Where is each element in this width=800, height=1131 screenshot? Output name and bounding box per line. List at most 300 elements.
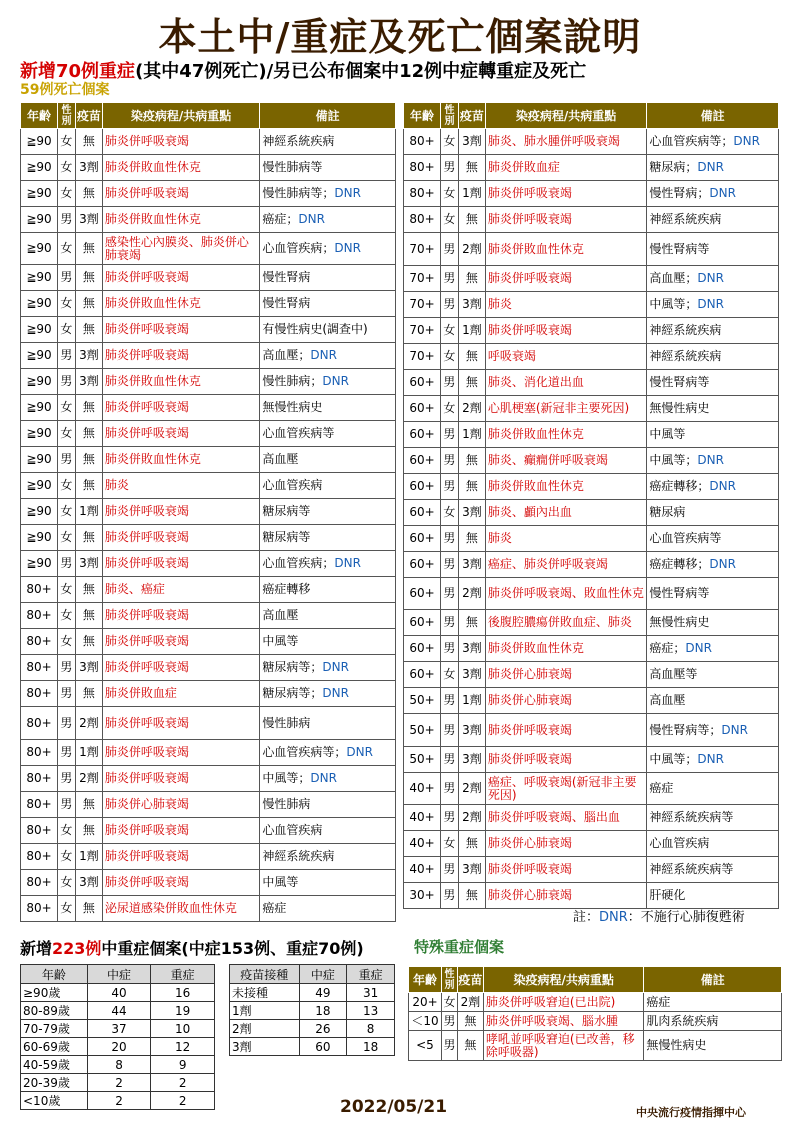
case-vaccine: 1劑 — [458, 181, 485, 207]
case-note — [647, 636, 779, 662]
col-header-age: 年齡 — [21, 103, 58, 129]
col-header-sex: 性別 — [57, 103, 75, 129]
case-course: 肺炎、癌症 — [102, 577, 260, 603]
footnote-dnr: DNR — [599, 910, 628, 925]
case-note — [647, 422, 779, 448]
case-age: 40+ — [404, 831, 441, 857]
case-sex: 女 — [57, 317, 75, 343]
case-age: 50+ — [404, 714, 441, 747]
case-note-text: 高血壓； — [262, 348, 311, 362]
case-sex: 女 — [440, 344, 458, 370]
case-note — [647, 805, 779, 831]
case-note — [647, 155, 779, 181]
case-sex: 男 — [440, 610, 458, 636]
case-note — [260, 129, 396, 155]
case-note-text: 慢性腎病； — [649, 186, 710, 200]
case-course: 肺炎併呼吸衰竭 — [102, 499, 260, 525]
vaccine-stats-table — [229, 964, 395, 1056]
case-age: 60+ — [404, 500, 441, 526]
case-course: 感染性心內膜炎、肺炎併心肺衰竭 — [102, 233, 260, 265]
case-row — [404, 883, 779, 909]
case-course: 肺炎併呼吸衰竭 — [102, 343, 260, 369]
case-note — [647, 318, 779, 344]
case-course: 癌症、肺炎併呼吸衰竭 — [485, 552, 646, 578]
case-course: 肺炎併呼吸衰竭 — [485, 747, 646, 773]
case-age: 60+ — [404, 448, 441, 474]
case-note-dnr: DNR — [709, 557, 736, 571]
case-row — [21, 447, 396, 473]
case-sex: 女 — [57, 395, 75, 421]
case-sex: 男 — [57, 707, 75, 740]
case-sex: 男 — [440, 233, 458, 266]
case-note-text: 中風等 — [649, 427, 686, 441]
case-vaccine: 無 — [458, 155, 485, 181]
col-header-course: 染疫病程/共病重點 — [485, 103, 646, 129]
case-vaccine: 無 — [75, 525, 102, 551]
case-sex: 女 — [57, 421, 75, 447]
case-vaccine: 無 — [75, 181, 102, 207]
case-course: 肺炎併心肺衰竭 — [102, 792, 260, 818]
case-sex: 女 — [57, 525, 75, 551]
case-note-dnr: DNR — [322, 374, 349, 388]
case-sex: 男 — [57, 369, 75, 395]
case-course: 泌尿道感染併敗血性休克 — [102, 896, 260, 922]
case-age: ≧90 — [21, 369, 58, 395]
case-note-dnr: DNR — [697, 453, 724, 467]
case-sex: 女 — [57, 818, 75, 844]
case-course: 肺炎併呼吸衰竭 — [485, 207, 646, 233]
stat-severe: 9 — [151, 1056, 215, 1074]
case-note-text: 神經系統疾病等 — [649, 810, 734, 824]
stat-severe: 12 — [151, 1038, 215, 1056]
case-age: 80+ — [404, 129, 441, 155]
case-course: 肺炎併敗血性休克 — [102, 291, 260, 317]
case-course: 肺炎併敗血症 — [102, 681, 260, 707]
case-note-dnr: DNR — [721, 722, 748, 737]
case-sex: 男 — [440, 474, 458, 500]
case-course: 肺炎併呼吸衰竭 — [485, 181, 646, 207]
case-row — [21, 473, 396, 499]
col-header-note: 備註 — [647, 103, 779, 129]
stat-row — [230, 1020, 395, 1038]
case-note — [647, 370, 779, 396]
case-note-text: 慢性肺病等； — [262, 186, 335, 200]
special-sex: 男 — [441, 1012, 457, 1031]
case-age: ≧90 — [21, 233, 58, 265]
case-note — [260, 844, 396, 870]
case-age: 80+ — [21, 707, 58, 740]
case-course: 後腹腔膿瘍併敗血症、肺炎 — [485, 610, 646, 636]
col-header-note: 備註 — [260, 103, 396, 129]
case-row — [404, 370, 779, 396]
special-cases-table — [408, 966, 782, 1061]
case-row — [404, 448, 779, 474]
case-sex: 男 — [440, 773, 458, 805]
stat-label: 2劑 — [230, 1020, 300, 1038]
case-note — [260, 766, 396, 792]
case-note-text: 心血管疾病等 — [262, 426, 335, 440]
case-age: 80+ — [404, 207, 441, 233]
case-course: 肺炎併呼吸衰竭 — [102, 740, 260, 766]
stat-row — [21, 1074, 215, 1092]
case-note-text: 中風等； — [649, 297, 698, 311]
organization-name: 中央流行疫情指揮中心 — [636, 1106, 746, 1119]
stat-severe: 18 — [347, 1038, 395, 1056]
case-note — [647, 578, 779, 610]
case-note-text: 神經系統疾病 — [262, 849, 335, 863]
case-row — [21, 896, 396, 922]
case-note-text: 中風等 — [262, 875, 299, 889]
case-note-text: 慢性腎病 — [262, 270, 311, 284]
case-age: 80+ — [21, 844, 58, 870]
case-note-text: 糖尿病 — [649, 505, 686, 519]
footnote-suffix: ：不施行心肺復甦術 — [627, 910, 745, 925]
case-vaccine: 3劑 — [75, 343, 102, 369]
stat-label: <10歲 — [21, 1092, 88, 1110]
case-row — [21, 707, 396, 740]
case-sex: 女 — [440, 500, 458, 526]
case-course: 肺炎併呼吸衰竭 — [102, 551, 260, 577]
case-sex: 女 — [440, 318, 458, 344]
special-sex: 女 — [441, 993, 457, 1012]
case-row — [404, 805, 779, 831]
special-vaccine: 無 — [457, 1012, 483, 1031]
case-sex: 女 — [57, 129, 75, 155]
case-vaccine: 3劑 — [458, 747, 485, 773]
case-vaccine: 3劑 — [75, 369, 102, 395]
special-course: 肺炎併呼吸衰竭、腦水腫 — [483, 1012, 644, 1031]
case-age: 70+ — [404, 318, 441, 344]
case-age: 80+ — [404, 155, 441, 181]
stat-moderate: 44 — [87, 1002, 151, 1020]
case-note — [647, 396, 779, 422]
case-note-dnr: DNR — [334, 186, 361, 200]
case-course: 肺炎併呼吸衰竭 — [102, 629, 260, 655]
case-row — [404, 714, 779, 747]
stat-severe: 10 — [151, 1020, 215, 1038]
case-note-text: 無慢性病史 — [262, 400, 323, 414]
special-vaccine: 無 — [457, 1031, 483, 1061]
case-note-text: 神經系統疾病等 — [649, 862, 734, 876]
case-note-dnr: DNR — [346, 745, 373, 759]
case-sex: 男 — [440, 883, 458, 909]
case-course: 肺炎併呼吸衰竭 — [102, 181, 260, 207]
case-age: 60+ — [404, 396, 441, 422]
case-row — [404, 552, 779, 578]
case-sex: 男 — [440, 422, 458, 448]
col-header-sex: 性別 — [440, 103, 458, 129]
case-age: ≧90 — [21, 551, 58, 577]
case-vaccine: 2劑 — [458, 233, 485, 266]
stat-label: 3劑 — [230, 1038, 300, 1056]
case-sex: 女 — [440, 396, 458, 422]
case-note — [647, 688, 779, 714]
case-row — [404, 662, 779, 688]
case-vaccine: 無 — [458, 344, 485, 370]
severe-title-count: 223例 — [52, 939, 102, 958]
case-note — [260, 551, 396, 577]
case-age: 70+ — [404, 344, 441, 370]
case-sex: 男 — [440, 448, 458, 474]
case-note-text: 中風等 — [262, 634, 299, 648]
case-vaccine: 2劑 — [75, 766, 102, 792]
special-header-age: 年齡 — [409, 967, 442, 993]
case-age: 80+ — [21, 870, 58, 896]
case-vaccine: 無 — [75, 896, 102, 922]
case-vaccine: 3劑 — [75, 655, 102, 681]
vaccine-header-status: 疫苗接種 — [230, 965, 300, 984]
case-vaccine: 無 — [458, 831, 485, 857]
case-vaccine: 無 — [75, 265, 102, 291]
col-header-course: 染疫病程/共病重點 — [102, 103, 260, 129]
case-sex: 女 — [57, 844, 75, 870]
case-sex: 女 — [440, 831, 458, 857]
case-row — [21, 421, 396, 447]
case-vaccine: 3劑 — [458, 662, 485, 688]
case-note — [647, 474, 779, 500]
age-header-severe: 重症 — [151, 965, 215, 984]
case-course: 癌症、呼吸衰竭(新冠非主要死因) — [485, 773, 646, 805]
case-age: 80+ — [21, 603, 58, 629]
case-sex: 男 — [440, 688, 458, 714]
case-row — [21, 369, 396, 395]
case-row — [21, 551, 396, 577]
stat-severe: 2 — [151, 1092, 215, 1110]
case-vaccine: 1劑 — [75, 844, 102, 870]
case-note — [260, 629, 396, 655]
case-course: 肺炎併呼吸衰竭 — [102, 525, 260, 551]
case-sex: 男 — [440, 370, 458, 396]
case-row — [21, 766, 396, 792]
case-row — [404, 747, 779, 773]
case-note — [647, 207, 779, 233]
case-note-text: 糖尿病等 — [262, 530, 311, 544]
case-row — [404, 578, 779, 610]
case-sex: 男 — [57, 265, 75, 291]
case-sex: 男 — [57, 551, 75, 577]
case-sex: 女 — [57, 870, 75, 896]
case-vaccine: 無 — [75, 291, 102, 317]
case-note-dnr: DNR — [322, 686, 349, 700]
case-row — [21, 155, 396, 181]
case-age: 60+ — [404, 370, 441, 396]
stat-severe: 8 — [347, 1020, 395, 1038]
case-row — [404, 266, 779, 292]
case-sex: 男 — [440, 714, 458, 747]
case-row — [404, 474, 779, 500]
case-row — [404, 422, 779, 448]
case-note — [647, 448, 779, 474]
stat-moderate: 8 — [87, 1056, 151, 1074]
case-sex: 女 — [440, 129, 458, 155]
case-age: ≧90 — [21, 265, 58, 291]
case-age: 60+ — [404, 474, 441, 500]
case-vaccine: 2劑 — [75, 707, 102, 740]
case-course: 肺炎併呼吸衰竭 — [102, 395, 260, 421]
case-sex: 男 — [440, 552, 458, 578]
case-course: 肺炎併敗血性休克 — [102, 207, 260, 233]
stat-severe: 2 — [151, 1074, 215, 1092]
age-stats-table — [20, 964, 215, 1110]
case-sex: 男 — [440, 636, 458, 662]
case-sex: 女 — [57, 603, 75, 629]
case-row — [404, 207, 779, 233]
case-sex: 男 — [440, 805, 458, 831]
case-course: 肺炎併呼吸衰竭、敗血性休克 — [485, 578, 646, 610]
subtitle-rest: (其中47例死亡)/另已公布個案中12例中症轉重症及死亡 — [135, 61, 587, 82]
case-age: ≧90 — [21, 395, 58, 421]
case-note-text: 糖尿病等； — [262, 660, 323, 674]
case-note-text: 高血壓； — [649, 271, 698, 285]
case-course: 肺炎併呼吸衰竭 — [102, 603, 260, 629]
stat-severe: 31 — [347, 984, 395, 1002]
case-note-text: 慢性腎病等 — [649, 375, 710, 389]
case-note-text: 癌症轉移 — [262, 582, 311, 596]
case-note-text: 心血管疾病 — [262, 823, 323, 837]
case-course: 肺炎併呼吸衰竭 — [102, 870, 260, 896]
case-vaccine: 3劑 — [458, 500, 485, 526]
case-vaccine: 無 — [458, 448, 485, 474]
page-title: 本土中/重症及死亡個案說明 — [158, 15, 642, 59]
case-row — [21, 207, 396, 233]
case-sex: 男 — [57, 792, 75, 818]
case-age: ≧90 — [21, 207, 58, 233]
death-cases-table-right — [403, 102, 779, 909]
stat-label: 80-89歲 — [21, 1002, 88, 1020]
case-note — [260, 473, 396, 499]
case-row — [21, 818, 396, 844]
case-note — [260, 818, 396, 844]
case-vaccine: 無 — [75, 447, 102, 473]
case-age: ≧90 — [21, 499, 58, 525]
case-note-text: 慢性肺病； — [262, 374, 323, 388]
age-header-age: 年齡 — [21, 965, 88, 984]
case-sex: 男 — [57, 447, 75, 473]
case-note-text: 心血管疾病等； — [649, 134, 734, 148]
case-vaccine: 1劑 — [458, 318, 485, 344]
case-note-text: 糖尿病等 — [262, 504, 311, 518]
col-header-age: 年齡 — [404, 103, 441, 129]
case-course: 肺炎併呼吸衰竭 — [102, 707, 260, 740]
case-note — [260, 707, 396, 740]
case-row — [404, 773, 779, 805]
case-sex: 男 — [440, 266, 458, 292]
case-note — [260, 740, 396, 766]
case-row — [404, 396, 779, 422]
case-vaccine: 3劑 — [458, 552, 485, 578]
case-row — [21, 291, 396, 317]
case-age: 70+ — [404, 292, 441, 318]
deaths-label: 59例死亡個案 — [20, 82, 110, 98]
case-note — [647, 181, 779, 207]
case-age: ≧90 — [21, 291, 58, 317]
stat-moderate: 60 — [299, 1038, 347, 1056]
case-note — [647, 233, 779, 266]
case-sex: 男 — [440, 292, 458, 318]
stat-label: 未接種 — [230, 984, 300, 1002]
stat-moderate: 18 — [299, 1002, 347, 1020]
case-note — [260, 655, 396, 681]
case-note — [260, 421, 396, 447]
case-note — [260, 343, 396, 369]
case-note — [260, 181, 396, 207]
case-row — [21, 525, 396, 551]
case-course: 肺炎併敗血性休克 — [485, 636, 646, 662]
case-vaccine: 無 — [75, 577, 102, 603]
case-course: 肺炎併呼吸衰竭 — [102, 766, 260, 792]
case-age: 80+ — [21, 681, 58, 707]
case-course: 肺炎併心肺衰竭 — [485, 831, 646, 857]
case-note — [647, 500, 779, 526]
case-vaccine: 3劑 — [458, 636, 485, 662]
case-age: 80+ — [21, 818, 58, 844]
stat-row — [21, 1092, 215, 1110]
footnote-prefix: 註： — [573, 910, 600, 925]
stat-row — [230, 1002, 395, 1020]
case-vaccine: 無 — [75, 603, 102, 629]
case-sex: 女 — [57, 155, 75, 181]
case-note-text: 心血管疾病等 — [649, 531, 722, 545]
case-vaccine: 無 — [75, 395, 102, 421]
report-date: 2022/05/21 — [340, 1097, 448, 1117]
case-vaccine: 1劑 — [458, 688, 485, 714]
case-age: 30+ — [404, 883, 441, 909]
case-vaccine: 無 — [75, 792, 102, 818]
case-note — [647, 747, 779, 773]
case-vaccine: 3劑 — [75, 870, 102, 896]
case-note-text: 高血壓 — [262, 608, 299, 622]
case-row — [21, 233, 396, 265]
case-age: 80+ — [404, 181, 441, 207]
case-note-text: 肝硬化 — [649, 888, 686, 902]
case-note-text: 慢性肺病等 — [262, 160, 323, 174]
case-row — [21, 181, 396, 207]
case-note-text: 慢性肺病 — [262, 797, 311, 811]
case-sex: 女 — [57, 473, 75, 499]
case-row — [404, 500, 779, 526]
case-age: ≧90 — [21, 525, 58, 551]
case-row — [21, 844, 396, 870]
case-row — [404, 155, 779, 181]
stat-label: 70-79歲 — [21, 1020, 88, 1038]
special-note: 肌肉系統疾病 — [644, 1012, 782, 1031]
case-sex: 女 — [57, 499, 75, 525]
case-age: ≧90 — [21, 473, 58, 499]
vaccine-header-severe: 重症 — [347, 965, 395, 984]
severe-cases-title — [20, 936, 364, 959]
case-sex: 女 — [57, 291, 75, 317]
case-row — [21, 343, 396, 369]
stat-row — [230, 984, 395, 1002]
case-course: 肺炎併敗血性休克 — [485, 422, 646, 448]
case-sex: 女 — [57, 181, 75, 207]
special-header-course: 染疫病程/共病重點 — [483, 967, 644, 993]
case-age: 80+ — [21, 896, 58, 922]
stat-moderate: 20 — [87, 1038, 151, 1056]
case-age: 70+ — [404, 266, 441, 292]
case-note — [260, 395, 396, 421]
case-row — [404, 344, 779, 370]
case-row — [21, 655, 396, 681]
case-note-text: 慢性腎病等 — [649, 241, 710, 256]
col-header-vaccine: 疫苗 — [75, 103, 102, 129]
case-age: 80+ — [21, 766, 58, 792]
case-note-dnr: DNR — [733, 134, 760, 148]
case-course: 肺炎併敗血性休克 — [102, 155, 260, 181]
special-course: 肺炎併呼吸窘迫(已出院) — [483, 993, 644, 1012]
case-course: 肺炎 — [485, 292, 646, 318]
case-vaccine: 無 — [75, 473, 102, 499]
